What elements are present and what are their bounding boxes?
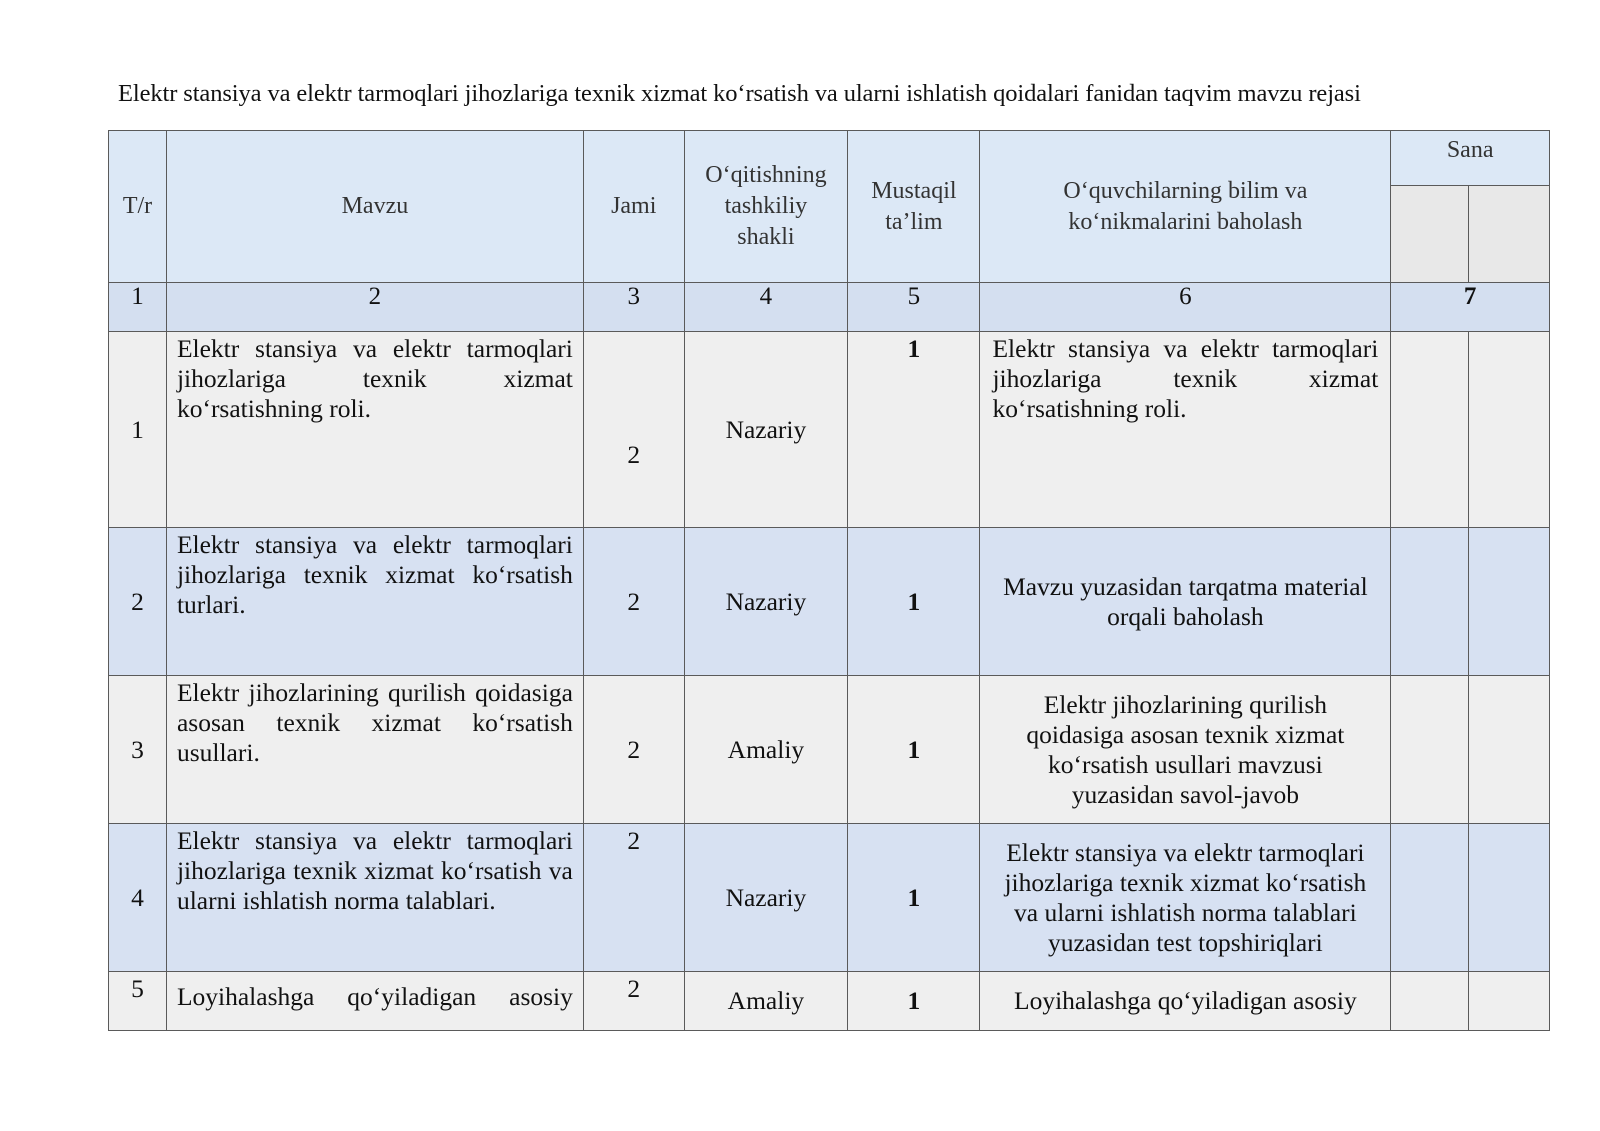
header-topic: Mavzu — [166, 131, 583, 283]
row-assessment: Mavzu yuzasidan tarqatma material orqali baholash — [980, 528, 1391, 676]
row-assessment: Elektr stansiya va elektr tarmoqlari jihozlariga texnik xizmat ko‘rsatishning roli. — [980, 332, 1391, 528]
row-total: 2 — [583, 528, 684, 676]
header-row — [109, 131, 1550, 186]
row-form: Nazariy — [684, 332, 848, 528]
row-independent: 1 — [848, 972, 980, 1031]
row-total: 2 — [583, 972, 684, 1031]
column-number: 3 — [583, 283, 684, 332]
table-row — [109, 528, 1550, 676]
row-number: 1 — [109, 332, 167, 528]
header-date: Sana — [1391, 131, 1550, 186]
date-subcell — [1468, 186, 1549, 283]
column-number: 5 — [848, 283, 980, 332]
row-date-cell — [1391, 824, 1468, 972]
row-number: 2 — [109, 528, 167, 676]
column-number: 6 — [980, 283, 1391, 332]
row-topic: Elektr jihozlarining qurilish qoidasiga asosan texnik xizmat ko‘rsatish usullari. — [166, 676, 583, 824]
row-form: Nazariy — [684, 528, 848, 676]
column-number: 1 — [109, 283, 167, 332]
table-row — [109, 972, 1550, 1031]
row-independent: 1 — [848, 824, 980, 972]
row-date-cell — [1391, 332, 1468, 528]
header-tr: T/r — [109, 131, 167, 283]
row-date-cell — [1468, 676, 1549, 824]
row-date-cell — [1391, 528, 1468, 676]
row-form: Amaliy — [684, 972, 848, 1031]
row-assessment: Elektr jihozlarining qurilish qoidasiga asosan texnik xizmat ko‘rsatish usullari mavzusi yuzasidan savol-javob — [980, 676, 1391, 824]
row-topic: Elektr stansiya va elektr tarmoqlari jihozlariga texnik xizmat ko‘rsatish va ularni ishlatish norma talablari. — [166, 824, 583, 972]
row-independent: 1 — [848, 332, 980, 528]
row-date-cell — [1468, 824, 1549, 972]
column-number-row — [109, 283, 1550, 332]
row-date-cell — [1391, 676, 1468, 824]
date-subcell — [1391, 186, 1468, 283]
row-assessment: Loyihalashga qo‘yiladigan asosiy — [980, 972, 1391, 1031]
row-assessment: Elektr stansiya va elektr tarmoqlari jihozlariga texnik xizmat ko‘rsatish va ularni ishlatish norma talablari yuzasidan test topshiriqlari — [980, 824, 1391, 972]
row-number: 5 — [109, 972, 167, 1031]
column-number: 2 — [166, 283, 583, 332]
row-independent: 1 — [848, 676, 980, 824]
column-number: 4 — [684, 283, 848, 332]
row-total: 2 — [583, 332, 684, 528]
row-topic: Elektr stansiya va elektr tarmoqlari jihozlariga texnik xizmat ko‘rsatishning roli. — [166, 332, 583, 528]
row-topic: Elektr stansiya va elektr tarmoqlari jihozlariga texnik xizmat ko‘rsatish turlari. — [166, 528, 583, 676]
row-date-cell — [1391, 972, 1468, 1031]
row-number: 3 — [109, 676, 167, 824]
row-form: Nazariy — [684, 824, 848, 972]
row-date-cell — [1468, 972, 1549, 1031]
row-form: Amaliy — [684, 676, 848, 824]
row-topic: Loyihalashga qo‘yiladigan asosiy — [166, 972, 583, 1031]
table-row — [109, 824, 1550, 972]
row-total: 2 — [583, 824, 684, 972]
header-independent: Mustaqil ta’lim — [848, 131, 980, 283]
row-date-cell — [1468, 332, 1549, 528]
row-independent: 1 — [848, 528, 980, 676]
table-row — [109, 332, 1550, 528]
column-number: 7 — [1391, 283, 1550, 332]
calendar-plan-table — [108, 130, 1550, 1031]
header-total: Jami — [583, 131, 684, 283]
row-total: 2 — [583, 676, 684, 824]
row-date-cell — [1468, 528, 1549, 676]
row-number: 4 — [109, 824, 167, 972]
header-assessment: O‘quvchilarning bilim va ko‘nikmalarini baholash — [980, 131, 1391, 283]
document-title: Elektr stansiya va elektr tarmoqlari jihozlariga texnik xizmat ko‘rsatish va ularni ishlatish qoidalari fanidan taqvim mavzu rejasi — [118, 80, 1361, 107]
table-row — [109, 676, 1550, 824]
header-form: O‘qitishning tashkiliy shakli — [684, 131, 848, 283]
